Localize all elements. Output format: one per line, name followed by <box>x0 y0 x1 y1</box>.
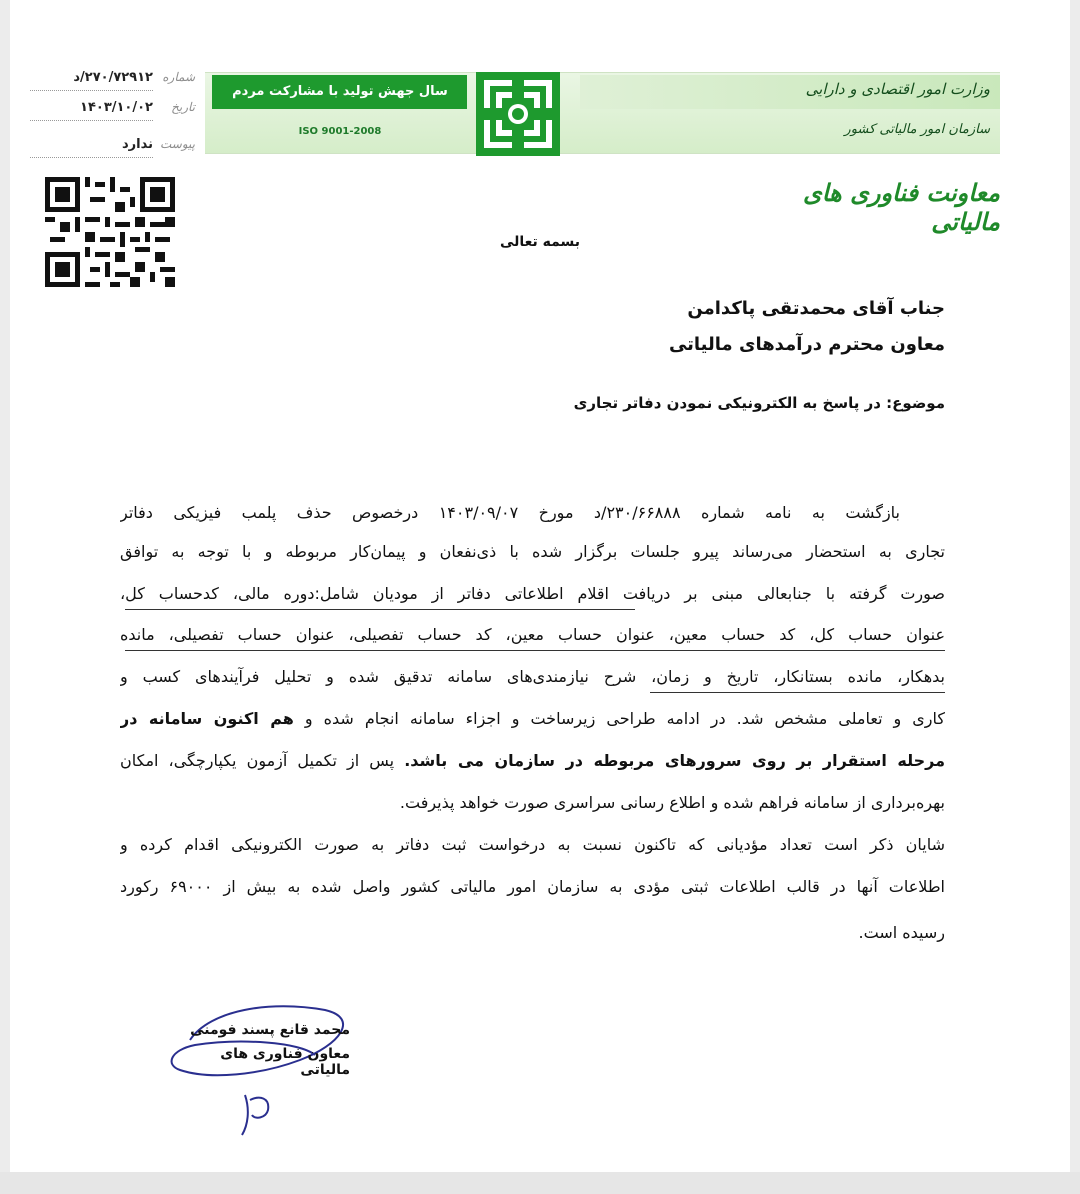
body-line-5: بدهکار، مانده بستانکار، تاریخ و زمان، شرح نیازمندی‌های سامانه تدقیق شده و تحلیل فرآیندهای کسب و <box>120 667 945 686</box>
iso-label: ISO 9001-2008 <box>298 126 382 137</box>
body-line-7-text: پس از تکمیل آزمون یکپارچگی، امکان <box>120 751 395 770</box>
letter-number <box>30 70 195 92</box>
body-line-8: بهره‌برداری از سامانه فراهم شده و اطلاع رسانی سراسری صورت خواهد پذیرفت. <box>399 793 945 812</box>
body-line-6 <box>120 704 945 734</box>
body-line-4: عنوان حساب کل، کد حساب معین، عنوان حساب معین، کد حساب تفصیلی، عنوان حساب تفصیلی، مانده <box>120 625 945 644</box>
frame-bottom <box>0 1172 1080 1194</box>
date-dotted-line <box>30 120 153 121</box>
letter-subject: موضوع: در پاسخ به الکترونیکی نمودن دفاتر تجاری <box>573 394 945 412</box>
body-line-2: تجاری به استحضار می‌رساند پیرو جلسات برگزار شده با ذی‌نفعان و پیمان‌کار مربوطه و با توجه به توافق <box>120 542 945 561</box>
signatory-title: معاون فناوری های مالیاتی <box>220 1046 350 1078</box>
deputy-title: معاونت فناوری های مالیاتی <box>802 178 1000 236</box>
ministry-name: وزارت امور اقتصادی و دارایی <box>805 80 990 98</box>
bold-phrase-2: مرحله استقرار بر روی سرورهای مربوطه در سازمان می باشد. <box>404 751 945 770</box>
bold-phrase-1: هم اکنون سامانه در <box>120 709 294 728</box>
tax-organization-emblem-icon <box>472 68 564 160</box>
underline-2 <box>125 650 945 651</box>
body-line-11: رسیده است. <box>858 923 945 942</box>
body-line-1: بازگشت به نامه شماره ۲۳۰/۶۶۸۸۸/د مورخ ۱۴۰۳/۰۹/۰۷ درخصوص حذف پلمب فیزیکی دفاتر <box>120 503 900 522</box>
underline-3 <box>650 692 945 693</box>
date-label: تاریخ <box>171 100 195 114</box>
frame-edge-right <box>1070 0 1080 1194</box>
year-slogan: سال جهش تولید با مشارکت مردم <box>232 84 448 99</box>
attachment-label: پیوست <box>160 137 195 151</box>
number-value: ۲۷۰/۷۲۹۱۲/د <box>73 70 153 85</box>
attachment-dotted-line <box>30 157 153 158</box>
qr-code-icon <box>45 177 175 287</box>
besmeh: بسمه تعالی <box>499 234 581 250</box>
body-line-10: اطلاعات آنها در قالب اطلاعات ثبتی مؤدی به سازمان امور مالیاتی کشور واصل شده به بیش از ۶۹۰۰۰ رکورد <box>120 877 945 896</box>
frame-edge-left <box>0 0 10 1194</box>
letter-date <box>30 100 195 122</box>
body-line-6-text: کاری و تعاملی مشخص شد. در ادامه طراحی زیرساخت و اجزاء سامانه انجام شده و <box>304 709 945 728</box>
signatory-name: محمد قانع پسند فومنی <box>190 1022 350 1038</box>
number-label: شماره <box>162 70 195 84</box>
letter-attachment <box>30 137 195 159</box>
recipient-name: جناب آقای محمدتقی پاکدامن <box>687 298 945 319</box>
body-line-7 <box>120 746 945 776</box>
number-dotted-line <box>30 90 153 91</box>
attachment-value: ندارد <box>121 137 153 152</box>
organization-name: سازمان امور مالیاتی کشور <box>844 122 990 137</box>
body-line-9: شایان ذکر است تعداد مؤدیانی که تاکنون نسبت به درخواست ثبت دفاتر به صورت الکترونیکی اقدام کرده و <box>120 835 945 854</box>
recipient-title: معاون محترم درآمدهای مالیاتی <box>668 334 945 355</box>
body-line-3: صورت گرفته با جنابعالی مبنی بر دریافت اقلام اطلاعاتی دفاتر از مودیان شامل:دوره مالی، کدحساب کل، <box>120 584 945 603</box>
date-value: ۱۴۰۳/۱۰/۰۲ <box>80 100 153 115</box>
underline-1 <box>125 609 635 610</box>
